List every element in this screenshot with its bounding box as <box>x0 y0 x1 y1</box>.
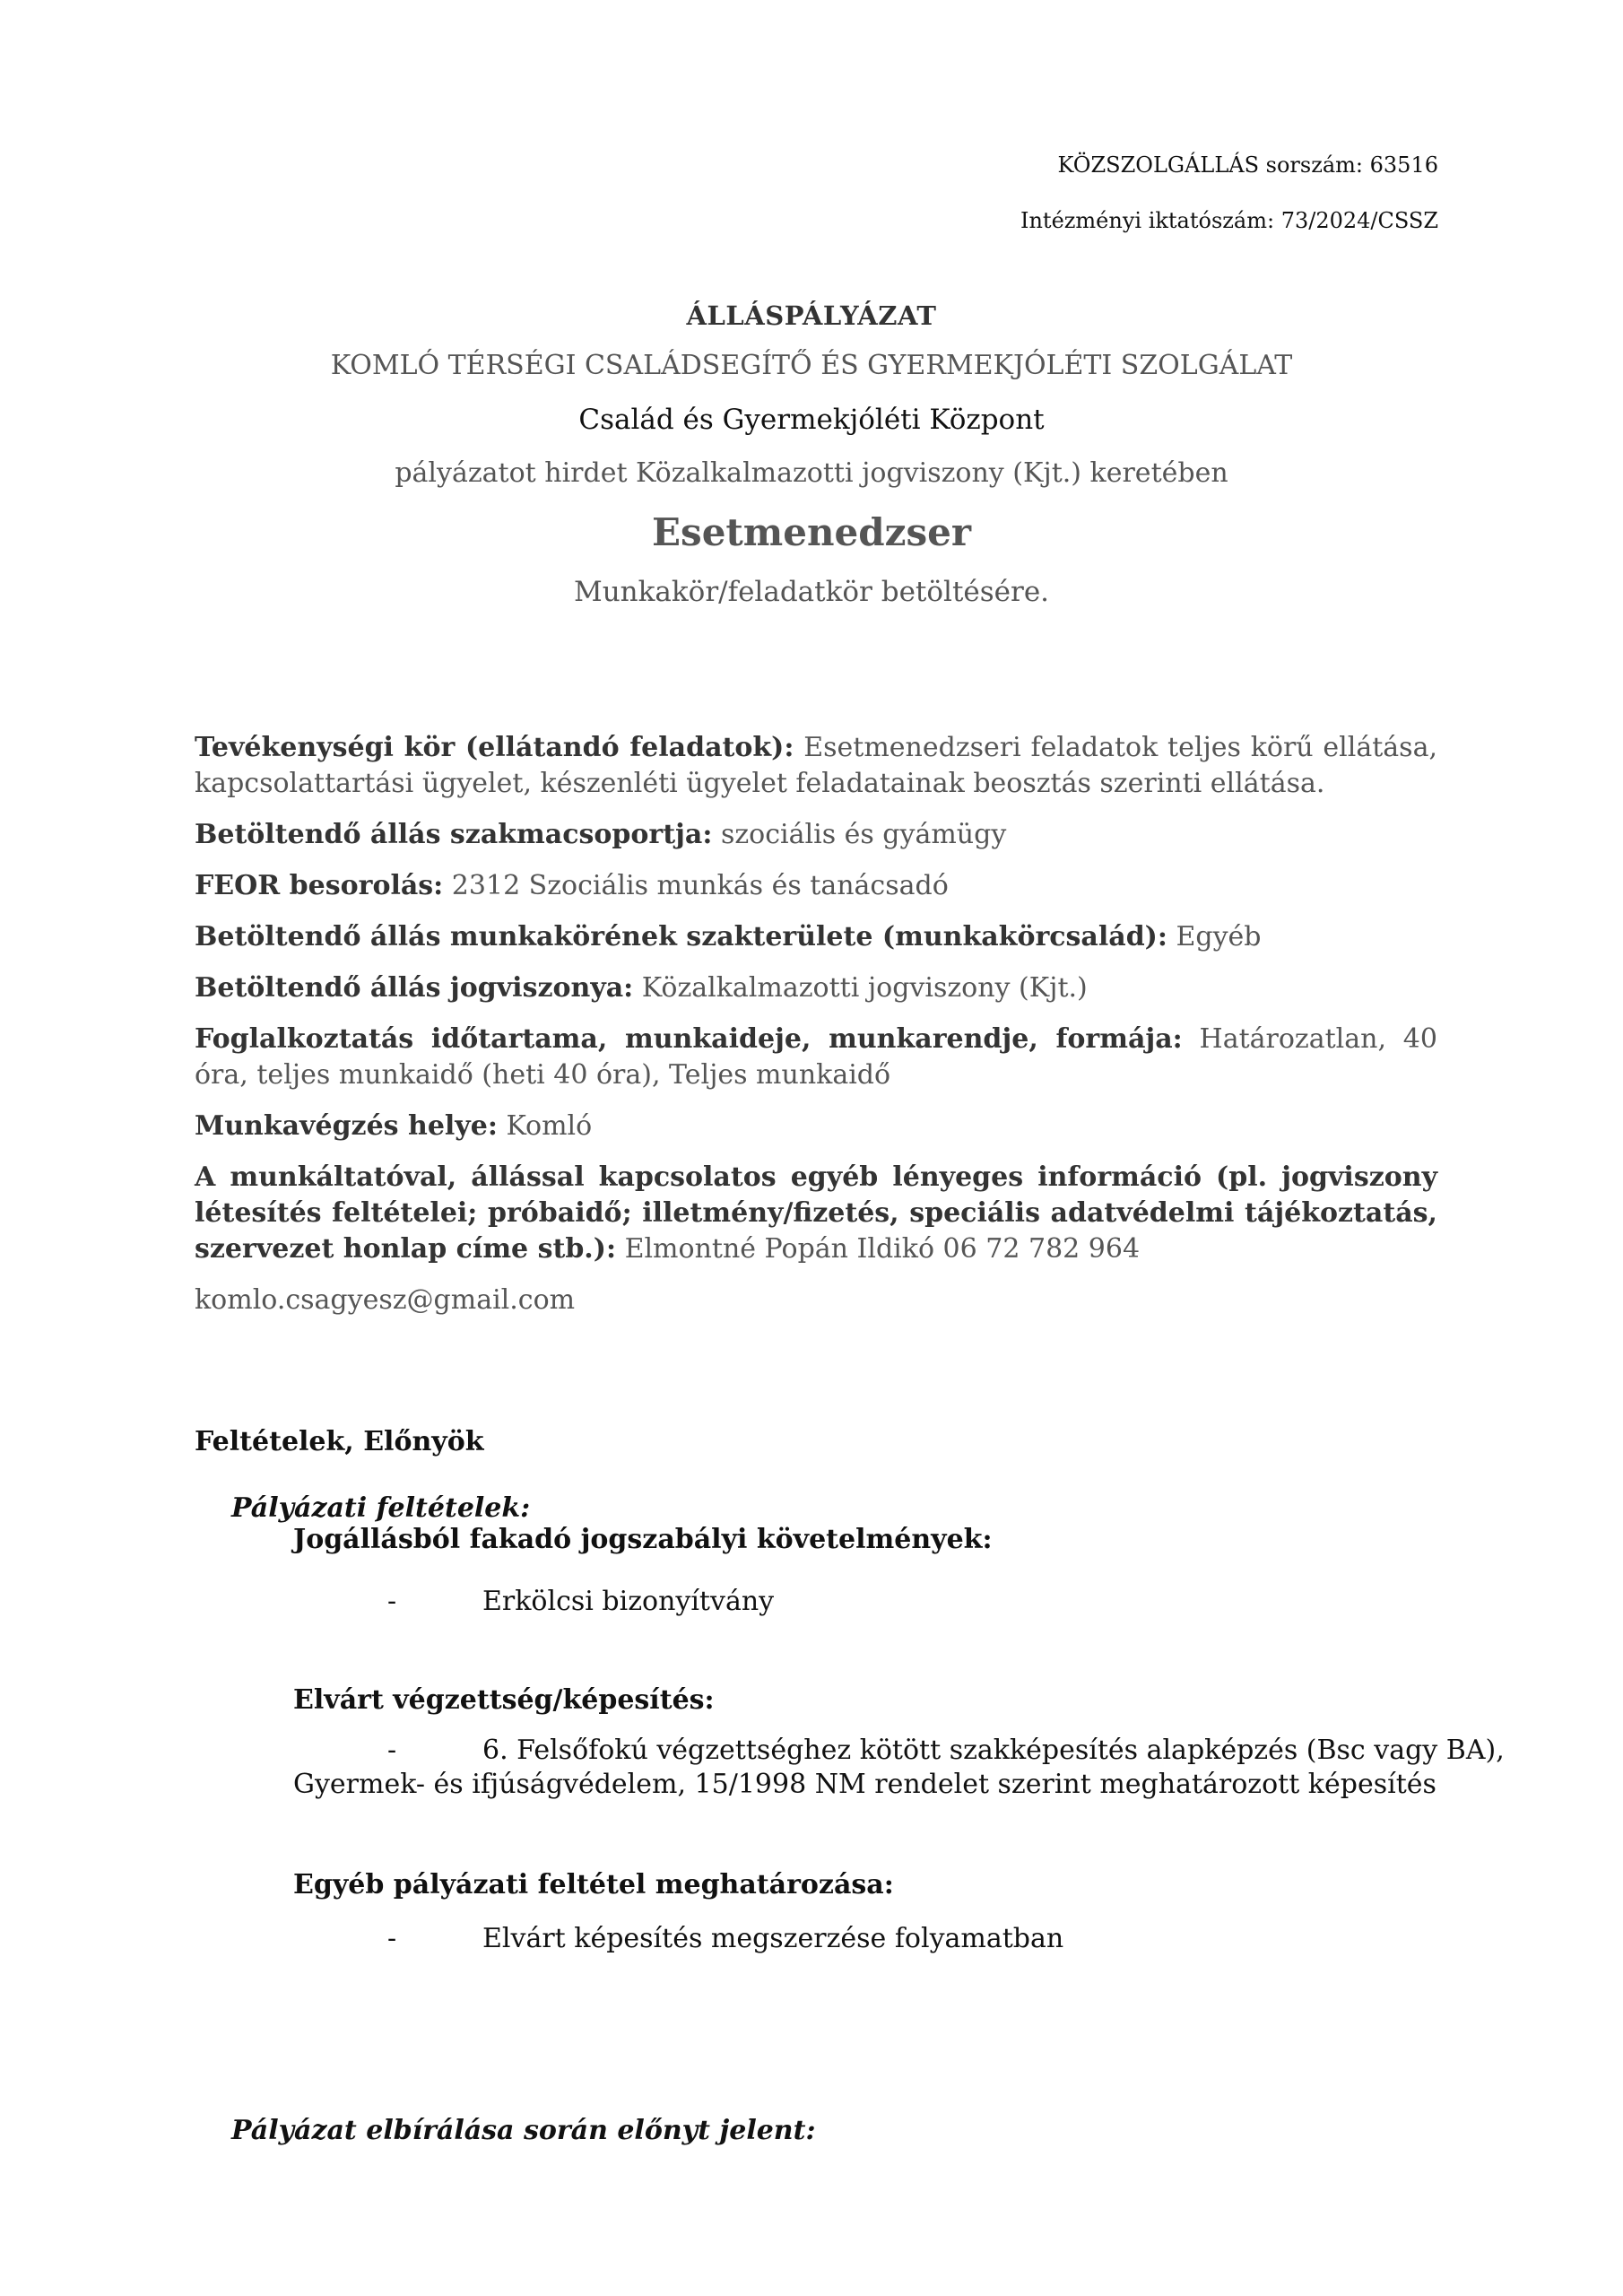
field-label: FEOR besorolás: <box>195 870 444 901</box>
education-heading: Elvárt végzettség/képesítés: <box>293 1684 715 1716</box>
field-employment-type <box>195 970 1437 1006</box>
bullet-dash: - <box>387 1735 397 1766</box>
field-label: A munkáltatóval, állással kapcsolatos egyéb lényeges információ (pl. jogviszony létesítés feltételei; próbaidő; illetmény/fizetés, speciális adatvédelmi tájékoztatás, szervezet honlap címe stb.): <box>195 1161 1437 1265</box>
application-conditions-heading: Pályázati feltételek: <box>231 1492 531 1524</box>
legal-requirements-heading: Jogállásból fakadó jogszabályi követelmények: <box>293 1524 993 1555</box>
list-item <box>0 1733 1623 1769</box>
field-value: Határozatlan, 40 óra, teljes munkaidő (heti 40 óra), Teljes munkaidő <box>195 1023 1437 1091</box>
field-work-location <box>195 1109 1437 1144</box>
organization-name: KOMLÓ TÉRSÉGI CSALÁDSEGÍTŐ ÉS GYERMEKJÓLÉTI SZOLGÁLAT <box>330 350 1293 381</box>
list-item-continuation: Gyermek- és ifjúságvédelem, 15/1998 NM rendelet szerint meghatározott képesítés <box>293 1769 1436 1800</box>
sub-organization-name: Család és Gyermekjóléti Központ <box>578 404 1045 436</box>
field-profession-group <box>195 817 1437 853</box>
other-condition-heading: Egyéb pályázati feltétel meghatározása: <box>293 1869 894 1900</box>
list-item-text: Elvárt képesítés megszerzése folyamatban <box>482 1923 1064 1954</box>
institution-registry-number: Intézményi iktatószám: 73/2024/CSSZ <box>1020 208 1438 233</box>
purpose-text: Munkakör/feladatkör betöltésére. <box>573 576 1050 608</box>
public-service-number: KÖZSZOLGÁLLÁS sorszám: 63516 <box>1057 152 1438 178</box>
field-label: Munkavégzés helye: <box>195 1110 498 1142</box>
field-value: szociális és gyámügy <box>712 819 1007 850</box>
field-label: Betöltendő állás jogviszonya: <box>195 972 634 1004</box>
list-item-text: Erkölcsi bizonyítvány <box>482 1586 775 1617</box>
field-job-family <box>195 919 1437 955</box>
field-label: Betöltendő állás munkakörének szakterülete (munkakörcsalád): <box>195 921 1167 952</box>
field-label: Tevékenységi kör (ellátandó feladatok): <box>195 732 794 763</box>
field-value: 2312 Szociális munkás és tanácsadó <box>443 870 949 901</box>
advantages-heading: Pályázat elbírálása során előnyt jelent: <box>231 2115 816 2146</box>
field-label: Foglalkoztatás időtartama, munkaideje, munkarendje, formája: <box>195 1023 1183 1055</box>
position-title: Esetmenedzser <box>652 510 971 554</box>
field-value: Esetmenedzseri feladatok teljes körű ellátása, kapcsolattartási ügyelet, készenléti ügyelet feladatainak beosztás szerinti ellátása. <box>195 732 1437 799</box>
document-title: ÁLLÁSPÁLYÁZAT <box>686 300 937 331</box>
field-contact-info <box>195 1160 1437 1267</box>
list-item-text: 6. Felsőfokú végzettséghez kötött szakképesítés alapképzés (Bsc vagy BA), <box>482 1735 1505 1766</box>
conditions-section-title: Feltételek, Előnyök <box>195 1426 484 1457</box>
email-text: komlo.csagyesz@gmail.com <box>195 1284 576 1316</box>
bullet-dash: - <box>387 1586 397 1617</box>
field-value: Egyéb <box>1167 921 1262 952</box>
field-value: Elmontné Popán Ildikó 06 72 782 964 <box>616 1233 1141 1265</box>
field-value: Komló <box>497 1110 593 1142</box>
field-label: Betöltendő állás szakmacsoportja: <box>195 819 713 850</box>
announcement-text: pályázatot hirdet Közalkalmazotti jogviszony (Kjt.) keretében <box>395 457 1228 489</box>
job-details <box>195 730 1437 1334</box>
field-activity <box>195 730 1437 802</box>
list-item <box>0 1584 1623 1620</box>
field-feor <box>195 868 1437 904</box>
list-item <box>0 1921 1623 1957</box>
bullet-dash: - <box>387 1923 397 1954</box>
field-value: Közalkalmazotti jogviszony (Kjt.) <box>633 972 1088 1004</box>
contact-email <box>195 1283 1437 1318</box>
field-working-time <box>195 1022 1437 1093</box>
